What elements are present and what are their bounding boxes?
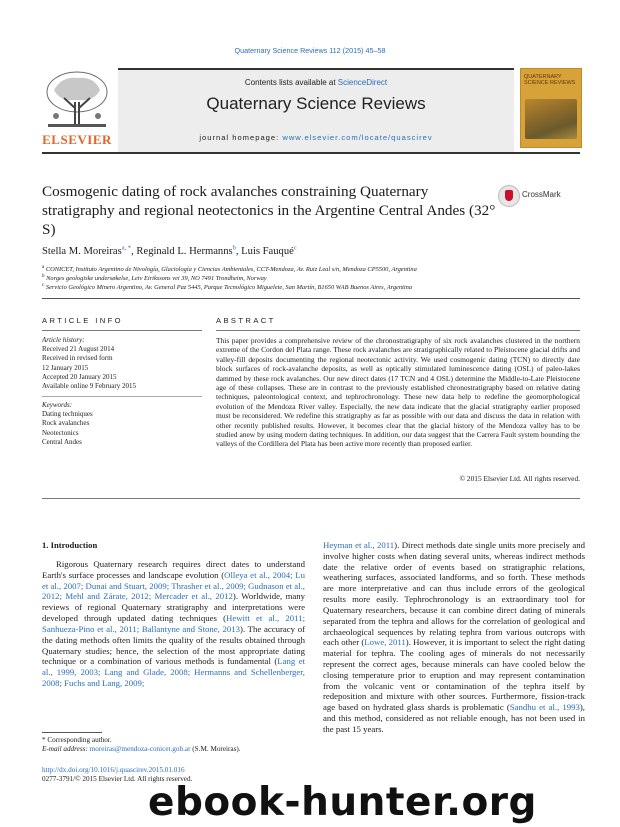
body-text: ). The accuracy of the dating methods often limits the quality of the results obtained through Quaternary studies; hence, the selection of the most appropriate dating technique or a combination of various methods is fundamental ( bbox=[42, 623, 305, 667]
affiliation-c: $^c$ Servicio Geológico Minero Argentino, Av. General Paz 5445, Parque Tecnológico Miguelete, San Martín, B1650 WAB Buenos Aires, Argentina bbox=[42, 283, 413, 292]
crossmark-badge[interactable] bbox=[498, 184, 578, 208]
citation-link[interactable]: Lang et al., 1999, 2003; Lang and Glade, 2008; Hermanns and Schellenberger, 2008; Fuchs and Lang, 2009; bbox=[42, 656, 306, 688]
email-line bbox=[42, 745, 305, 754]
author-affiliation-mark[interactable]: c bbox=[293, 244, 297, 251]
keywords bbox=[42, 401, 202, 447]
corresponding-author: * Corresponding author. bbox=[42, 736, 112, 744]
article-info-rule bbox=[42, 330, 202, 331]
abstract-bottom-rule bbox=[42, 498, 580, 499]
citation-link[interactable]: Hewitt et al., 2011; Sanhueza-Pino et al., 2011; Ballantyne and Stone, 2013 bbox=[42, 613, 305, 634]
elsevier-logo-text: ELSEVIER bbox=[42, 132, 112, 147]
doi-link[interactable]: http://dx.doi.org/10.1016/j.quascirev.2015.01.016 bbox=[42, 766, 185, 774]
citation-link[interactable]: Lowe, 2011 bbox=[364, 637, 406, 648]
body-text: ). However, it is important to select the right dating material for tephra. The cooling ages of minerals do not necessarily represent the correct ages, because minerals can have cooled below the closing temperature prior to eruption and may represent contamination from the volcanic vent or contamination of the tephra itself by redeposition and mixture with other sources. Furthermore, fission-track age based on hydrated glass shards is problematic ( bbox=[323, 637, 586, 713]
journal-cover-image bbox=[520, 68, 582, 148]
history-item: 12 January 2015 bbox=[42, 363, 89, 372]
history-item: Received in revised form bbox=[42, 354, 113, 363]
citation-link[interactable]: Sandhu et al., 1993 bbox=[509, 702, 580, 713]
journal-homepage bbox=[118, 133, 514, 142]
article-history bbox=[42, 336, 202, 391]
footnote bbox=[42, 736, 305, 755]
author-list bbox=[42, 244, 580, 257]
body-text: ), and this method, considered as not reliable enough, has not been used in the past 15 years. bbox=[323, 702, 585, 734]
issn-line: 0277-3791/© 2015 Elsevier Ltd. All rights reserved. bbox=[42, 775, 193, 784]
cover-title: QUATERNARY SCIENCE REVIEWS bbox=[524, 74, 576, 87]
history-item: Available online 9 February 2015 bbox=[42, 382, 136, 391]
author-affiliation-mark[interactable]: a, * bbox=[121, 244, 132, 251]
author[interactable]: Luis Fauqué$^c$ bbox=[241, 244, 297, 257]
history-label: Article history: bbox=[42, 336, 85, 344]
email-label: E-mail address: bbox=[42, 745, 90, 754]
author[interactable]: Stella M. Moreiras$^{a, *}$, bbox=[42, 244, 137, 257]
journal-banner bbox=[118, 68, 514, 152]
abstract-text: This paper provides a comprehensive review of the chronostratigraphy of six rock avalanches clustered in the northern extreme of the Cordon del Plata range. These rock avalanches are stratigraphically related to Pleistocene glacial drifts and valley-fill deposits documenting the regional neotectonic activity. We used cosmogenic dating (TCN) to directly date block surfaces of rock-avalanche deposits, as well as optically stimulated luminescence dating (OSL) of paleo-lakes dammed by these rock avalanches. Our new direct dates (17 TCN and 4 OSL) determine the Middle-to-Late Pleistocene age of these collapses. These are in contrast to the previously established chronostratigraphy based on relative dating techniques, paleontological context, and tephrochronology. These new data help to redefine the geomorphological evolution of the Mendoza River valley. Especially, the new data indicate that the glacial stratigraphy earlier proposed must be reconsidered. We redefine this stratigraphy as far as possible with our data and discuss the data in relation with other recently published results. However, it becomes clear that the glacial history of the Mendoza valley has to be studied anew by using modern dating techniques. In addition, our data suggest that the Carrera Fault system bounding the valleys of the Cordillera del Plata has been active more recently than proposed earlier. bbox=[216, 336, 580, 449]
body-text: ). Direct methods date single units more precisely and involve higher costs when dating several units, whereas indirect methods date the relative order of events based on stratigraphic relations, weathering surfaces, associated landforms, and so forth. These methods are more interpretative and can thus include errors of the geological results more easily. Tephrochronology is an extraordinary tool for Quaternary researchers, because it can combine direct dating of minerals separated from the tephra and allows for the correlation of geological and archaeological sequences by relating tephra from various outcrops with each other ( bbox=[323, 540, 585, 648]
author[interactable]: Reginald L. Hermanns$^b$, bbox=[136, 244, 242, 257]
crossmark-icon bbox=[498, 185, 520, 207]
email-link[interactable]: moreiras@mendoza-conicet.gob.ar bbox=[89, 745, 191, 754]
journal-reference[interactable]: Quaternary Science Reviews 112 (2015) 45–58 bbox=[234, 46, 386, 55]
citation-link[interactable]: Heyman et al., 2011 bbox=[323, 540, 395, 550]
section-rule bbox=[42, 298, 580, 299]
masthead-rule bbox=[42, 152, 580, 154]
masthead bbox=[42, 68, 580, 150]
crossmark-label: CrossMark bbox=[522, 190, 561, 199]
cover-photo bbox=[525, 99, 577, 139]
footnote-rule bbox=[42, 732, 102, 733]
sciencedirect-link[interactable]: ScienceDirect bbox=[337, 78, 388, 87]
journal-title: Quaternary Science Reviews bbox=[206, 94, 426, 113]
body-text: ). Worldwide, many reviews of regional Quaternary stratigraphy and interpretations were developed through updated dating techniques ( bbox=[42, 591, 306, 624]
history-item: Received 21 August 2014 bbox=[42, 345, 115, 354]
contents-line bbox=[118, 78, 514, 87]
watermark: ebook-hunter.org bbox=[148, 780, 537, 825]
contents-prefix: Contents lists available at bbox=[244, 78, 338, 87]
keyword: Rock avalanches bbox=[42, 419, 90, 428]
affiliation-a: $^a$ CONICET, Instituto Argentino de Nivología, Glaciología y Ciencias Ambientales, CCT-Mendoza, Av. Ruiz Leal s/n, Mendoza CP5500, Argentina bbox=[42, 265, 417, 274]
keyword: Central Andes bbox=[42, 437, 82, 446]
homepage-link[interactable]: www.elsevier.com/locate/quascirev bbox=[282, 133, 433, 142]
section-heading: 1. Introduction bbox=[42, 540, 98, 550]
keywords-label: Keywords: bbox=[42, 401, 73, 409]
affiliation-b: $^b$ Norges geologiske undersøkelse, Leiv Eirikssons vei 39, NO 7491 Trondheim, Norway bbox=[42, 274, 267, 283]
body-column-left bbox=[42, 559, 305, 689]
abstract-heading: ABSTRACT bbox=[216, 316, 276, 325]
keywords-rule bbox=[42, 396, 202, 397]
email-suffix: (S.M. Moreiras). bbox=[190, 745, 241, 754]
article-title: Cosmogenic dating of rock avalanches constraining Quaternary stratigraphy and regional neotectonics in the Argentine Central Andes (32° S) bbox=[42, 183, 496, 238]
history-item: Accepted 20 January 2015 bbox=[42, 372, 117, 381]
keyword: Dating techniques bbox=[42, 410, 93, 419]
homepage-prefix: journal homepage: bbox=[199, 133, 283, 142]
abstract-copyright: © 2015 Elsevier Ltd. All rights reserved. bbox=[459, 474, 580, 483]
body-column-right bbox=[323, 540, 585, 735]
author-affiliation-mark[interactable]: b bbox=[232, 244, 236, 251]
article-info-heading: ARTICLE INFO bbox=[42, 316, 123, 325]
citation-link[interactable]: Olleya et al., 2004; Lu et al., 2007; Dunai and Stuart, 2009; Thrasher et al., 2009; Gudnason et al., 2012; Mehl and Zárate, 2012; Mercader et al., 2012 bbox=[42, 569, 305, 602]
body-text: Rigorous Quaternary research requires direct dates to understand Earth's surface processes and landscape evolution ( bbox=[42, 559, 305, 580]
keyword: Neotectonics bbox=[42, 428, 79, 437]
abstract-rule bbox=[216, 330, 580, 331]
